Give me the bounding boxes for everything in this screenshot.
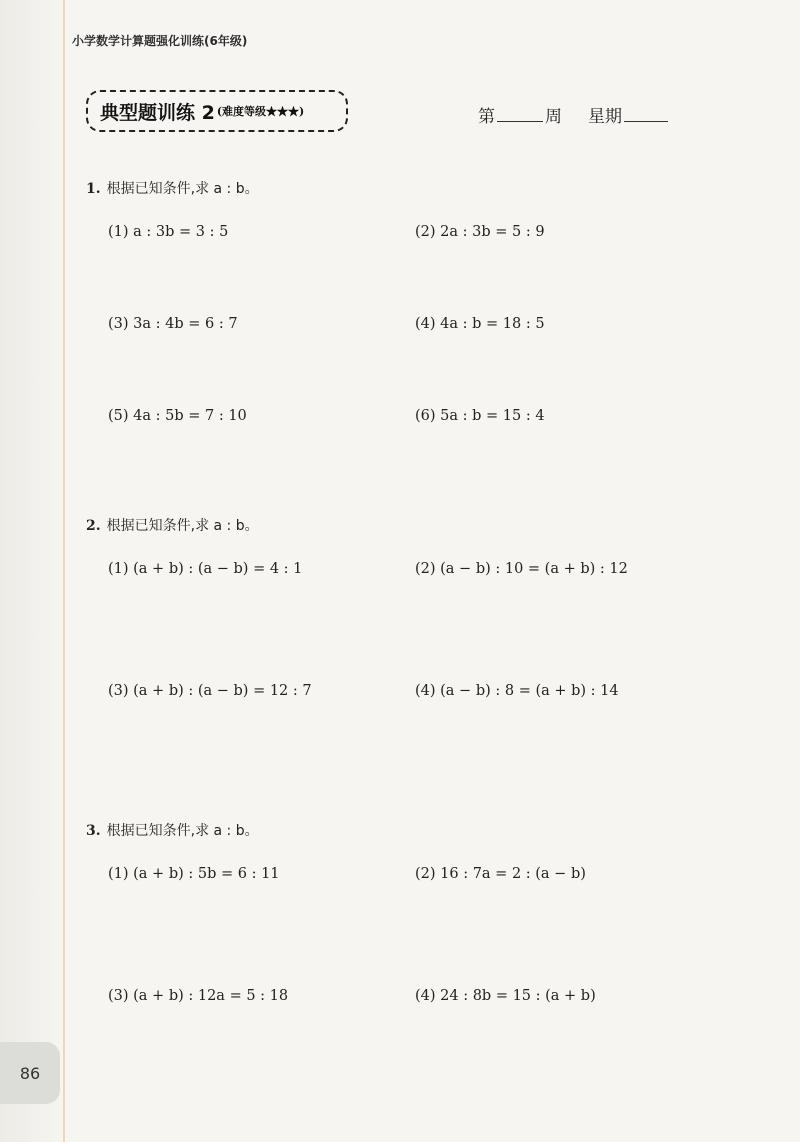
question-prompt: 根据已知条件,求 a : b。	[106, 518, 259, 534]
week-day-line	[478, 102, 668, 127]
weekday-blank	[624, 103, 668, 122]
q3-item-2: (2) 16 : 7a = 2 : (a − b)	[415, 866, 586, 882]
q2-item-1: (1) (a + b) : (a − b) = 4 : 1	[108, 561, 303, 577]
question-prompt: 根据已知条件,求 a : b。	[106, 181, 259, 197]
question-3-heading	[86, 820, 259, 840]
margin-line	[63, 0, 65, 1142]
question-2-heading	[86, 515, 259, 535]
q1-item-1: (1) a : 3b = 3 : 5	[108, 224, 229, 240]
section-title-box	[86, 90, 348, 132]
q1-item-5: (5) 4a : 5b = 7 : 10	[108, 408, 247, 424]
question-number: 2.	[86, 518, 101, 534]
weekday-label: 星期	[588, 107, 622, 127]
question-1-heading	[86, 178, 259, 198]
question-prompt: 根据已知条件,求 a : b。	[106, 823, 259, 839]
q3-item-3: (3) (a + b) : 12a = 5 : 18	[108, 988, 289, 1004]
q3-item-4: (4) 24 : 8b = 15 : (a + b)	[415, 988, 596, 1004]
q1-item-6: (6) 5a : b = 15 : 4	[415, 408, 545, 424]
week-prefix: 第	[478, 107, 495, 127]
running-head: 小学数学计算题强化训练(6年级)	[72, 34, 248, 48]
q3-item-1: (1) (a + b) : 5b = 6 : 11	[108, 866, 280, 882]
page-margin	[0, 0, 62, 1142]
q1-item-3: (3) 3a : 4b = 6 : 7	[108, 316, 238, 332]
page-number: 86	[19, 1063, 41, 1083]
q1-item-4: (4) 4a : b = 18 : 5	[415, 316, 545, 332]
week-suffix: 周	[545, 107, 562, 127]
q2-item-3: (3) (a + b) : (a − b) = 12 : 7	[108, 683, 312, 699]
question-number: 1.	[86, 181, 101, 197]
page-number-tab	[0, 1042, 60, 1104]
section-title: 典型题训练 2	[100, 101, 215, 124]
week-blank	[497, 103, 543, 122]
q2-item-4: (4) (a − b) : 8 = (a + b) : 14	[415, 683, 619, 699]
q1-item-2: (2) 2a : 3b = 5 : 9	[415, 224, 545, 240]
difficulty-label: (难度等级★★★)	[216, 105, 305, 118]
q2-item-2: (2) (a − b) : 10 = (a + b) : 12	[415, 561, 628, 577]
question-number: 3.	[86, 823, 101, 839]
